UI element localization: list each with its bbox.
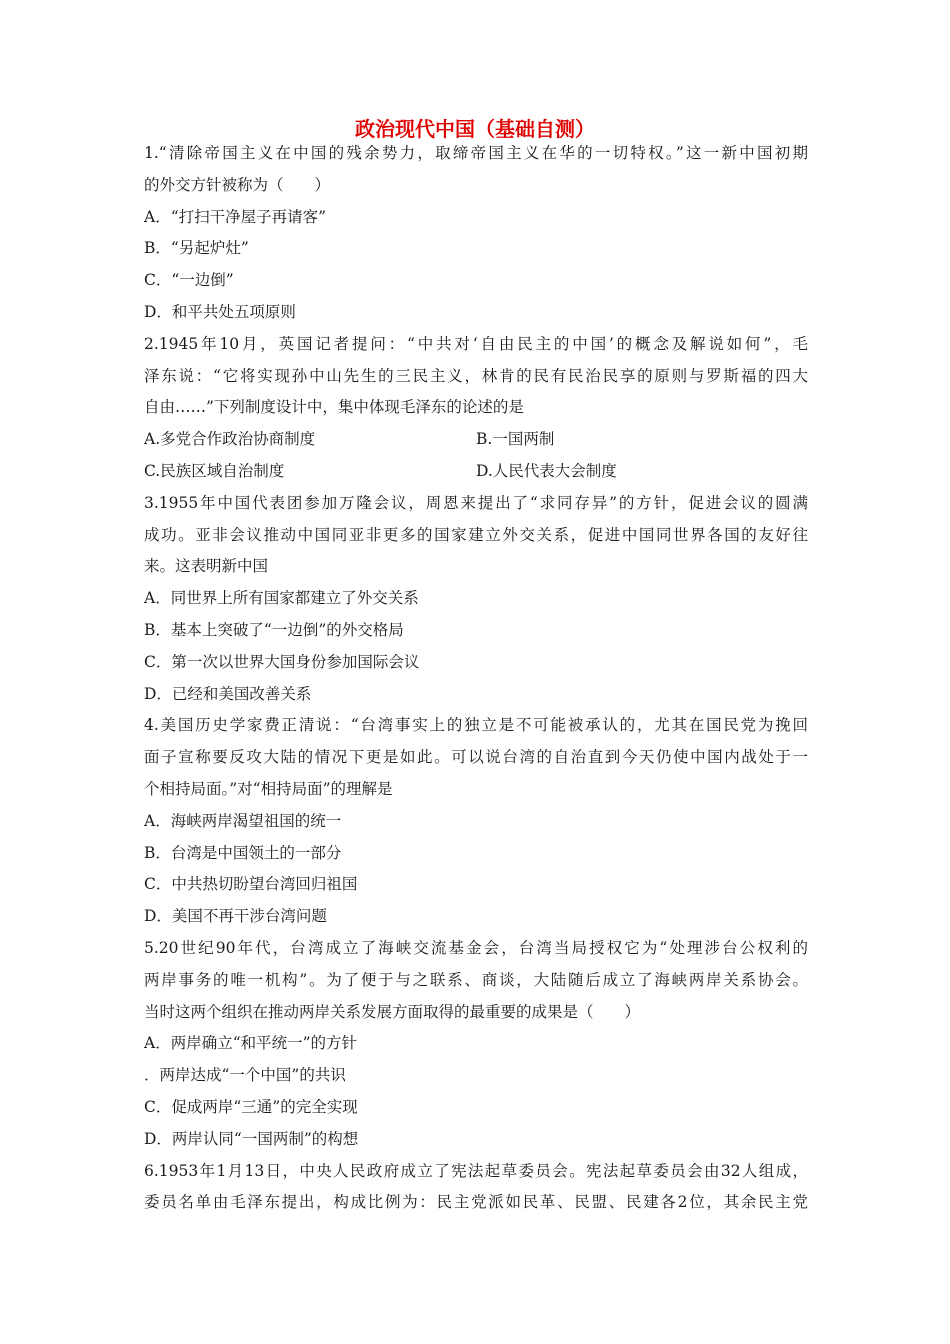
question-6 — [144, 1156, 808, 1220]
option-b: B.一国两制 — [476, 430, 555, 449]
option-b: ．两岸达成“一个中国”的共识 — [144, 1066, 346, 1085]
question-stem-line: 1.“清除帝国主义在中国的残余势力，取缔帝国主义在华的一切特权。”这一新中国初期 — [144, 144, 808, 162]
option-c: C．第一次以世界大国身份参加国际会议 — [144, 652, 420, 671]
question-stem-line: 3.1955年中国代表团参加万隆会议，周恩来提出了“求同存异”的方针，促进会议的圆满 — [144, 493, 808, 512]
question-1 — [144, 138, 808, 329]
option-d: D.人民代表大会制度 — [476, 461, 617, 480]
option-b: B．“另起炉灶” — [144, 239, 249, 258]
question-stem-line: 的外交方针被称为（ ） — [144, 175, 331, 194]
option-b: B．台湾是中国领土的一部分 — [144, 843, 342, 862]
question-stem-line: 2.1945年10月，英国记者提问：“中共对‘自由民主的中国’的概念及解说如何”，毛 — [144, 334, 808, 353]
option-a: A．两岸确立“和平统一”的方针 — [144, 1034, 358, 1053]
option-row — [144, 456, 808, 488]
question-stem-line: 6.1953年1月13日，中央人民政府成立了宪法起草委员会。宪法起草委员会由32人组成， — [144, 1161, 808, 1180]
question-list — [144, 138, 808, 1219]
question-stem-line: 来。这表明新中国 — [144, 557, 269, 576]
question-5 — [144, 933, 808, 1156]
option-d: D．已经和美国改善关系 — [144, 684, 312, 703]
option-row — [144, 424, 808, 456]
question-stem-line: 两岸事务的唯一机构”。为了便于与之联系、商谈，大陆随后成立了海峡两岸关系协会。 — [144, 970, 808, 989]
option-d: D．美国不再干涉台湾问题 — [144, 907, 327, 926]
option-d: D．和平共处五项原则 — [144, 302, 296, 321]
question-stem-line: 当时这两个组织在推动两岸关系发展方面取得的最重要的成果是（ ） — [144, 1002, 641, 1021]
option-c: C.民族区域自治制度 — [144, 461, 285, 480]
question-stem-line: 5.20世纪90年代，台湾成立了海峡交流基金会，台湾当局授权它为“处理涉台公权利的 — [144, 938, 808, 957]
option-a: A．同世界上所有国家都建立了外交关系 — [144, 589, 419, 608]
option-b: B．基本上突破了“一边倒”的外交格局 — [144, 620, 404, 639]
question-stem-line: 委员名单由毛泽东提出，构成比例为：民主党派如民革、民盟、民建各2位，其余民主党 — [144, 1193, 808, 1212]
option-d: D．两岸认同“一国两制”的构想 — [144, 1129, 359, 1148]
option-a: A.多党合作政治协商制度 — [144, 430, 316, 449]
question-2 — [144, 329, 808, 488]
option-a: A．“打扫干净屋子再请客” — [144, 207, 327, 226]
question-stem-line: 自由……”下列制度设计中，集中体现毛泽东的论述的是 — [144, 398, 524, 417]
question-3 — [144, 488, 808, 711]
question-stem-line: 成功。亚非会议推动中国同亚非更多的国家建立外交关系，促进中国同世界各国的友好往 — [144, 525, 808, 544]
option-a: A．海峡两岸渴望祖国的统一 — [144, 811, 342, 830]
question-stem-line: 面子宣称要反攻大陆的情况下更是如此。可以说台湾的自治直到今天仍使中国内战处于一 — [144, 748, 808, 767]
question-stem-line: 4.美国历史学家费正清说：“台湾事实上的独立是不可能被承认的，尤其在国民党为挽回 — [144, 716, 808, 735]
document-title: 政治现代中国（基础自测） — [355, 117, 595, 141]
question-stem-line: 泽东说：“它将实现孙中山先生的三民主义，林肯的民有民治民享的原则与罗斯福的四大 — [144, 366, 808, 385]
option-c: C．促成两岸“三通”的完全实现 — [144, 1097, 358, 1116]
option-c: C．“一边倒” — [144, 271, 234, 290]
question-stem-line: 个相持局面。”对“相持局面”的理解是 — [144, 779, 393, 798]
question-4 — [144, 710, 808, 933]
option-c: C．中共热切盼望台湾回归祖国 — [144, 875, 358, 894]
